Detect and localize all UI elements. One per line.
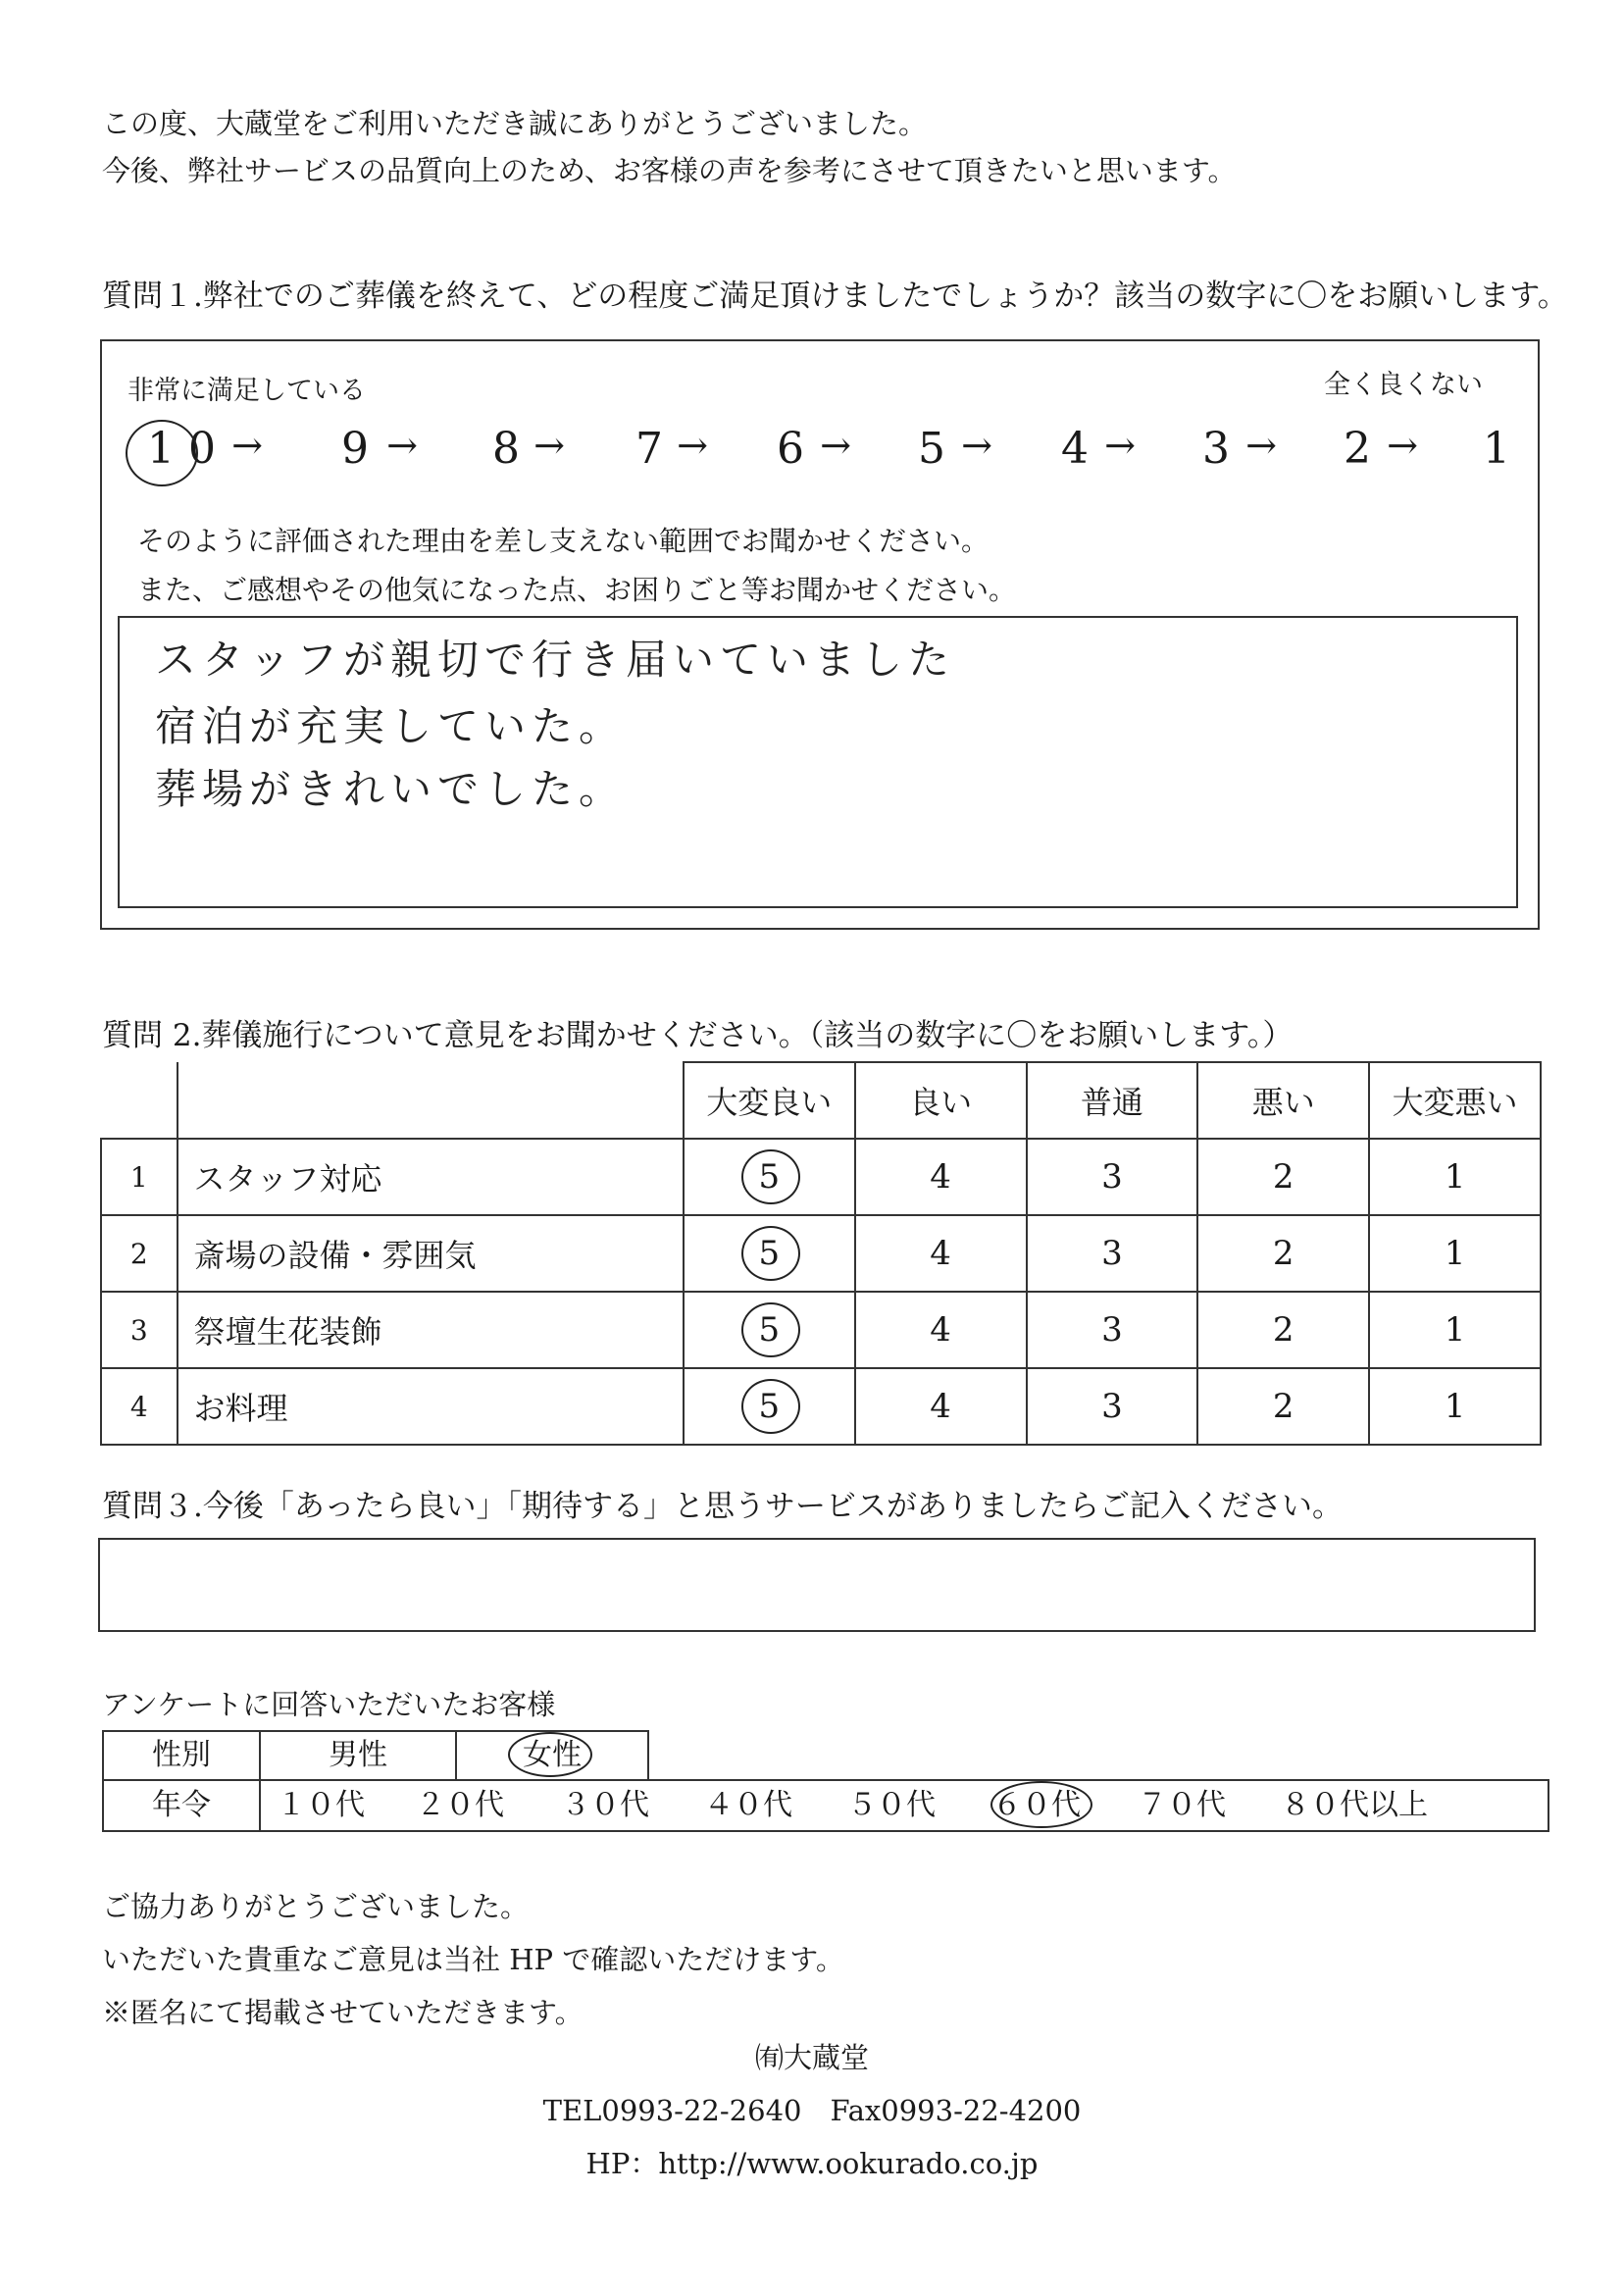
q1-left-label: 非常に満足している	[127, 376, 366, 406]
q2-selected-circle	[741, 1149, 800, 1204]
q1-answer-line-1: スタッフが親切で行き届いていました	[155, 636, 956, 684]
q2-rating-value: 3	[1101, 1310, 1123, 1350]
q2-row-number: 4	[101, 1368, 178, 1445]
q1-scale-value[interactable]: 3	[1202, 424, 1230, 474]
q2-rating-value: 5	[758, 1157, 781, 1197]
company-tel-fax: TEL0993-22-2640 Fax0993-22-4200	[542, 2094, 1082, 2127]
q2-rating-value: 1	[1444, 1234, 1466, 1273]
q2-rating-value: 3	[1101, 1157, 1123, 1197]
q1-prompt-2: また、ご感想やその他気になった点、お困りごと等お聞かせください。	[137, 574, 1017, 606]
q1-scale-value[interactable]: 4	[1061, 424, 1089, 474]
q2-row-number: 2	[101, 1215, 178, 1292]
q1-question: 質問１.弊社でのご葬儀を終えて、どの程度ご満足頂けましたでしょうか？該当の数字に〇をお願いします。	[102, 279, 1568, 314]
q2-rating-cell[interactable]	[1027, 1215, 1198, 1292]
q1-scale-arrow: →	[231, 424, 263, 467]
age-row	[102, 1779, 1549, 1832]
gender-selected-circle	[508, 1732, 592, 1777]
q2-row	[101, 1292, 1541, 1368]
q2-rating-cell[interactable]	[1027, 1368, 1198, 1445]
q2-rating-cell[interactable]	[1369, 1139, 1541, 1215]
q1-selected-circle	[126, 420, 198, 486]
q3-answer-box[interactable]	[98, 1538, 1536, 1632]
q2-row-label: お料理	[178, 1368, 684, 1445]
q1-answer-line-2: 宿泊が充実していた。	[155, 702, 627, 750]
q1-scale-arrow: →	[961, 424, 992, 467]
q1-answer-line-3: 葬場がきれいでした。	[155, 765, 627, 813]
q2-rating-cell[interactable]	[1197, 1292, 1369, 1368]
q2-rating-value: 2	[1272, 1157, 1294, 1197]
q2-rating-cell[interactable]	[684, 1368, 855, 1445]
q2-header: 普通	[1027, 1062, 1198, 1139]
intro-line-2: 今後、弊社サービスの品質向上のため、お客様の声を参考にさせて頂きたいと思います。	[102, 154, 1237, 187]
q2-header: 良い	[855, 1062, 1027, 1139]
gender-option-female[interactable]: 女性	[523, 1738, 582, 1772]
q2-rating-value: 2	[1272, 1387, 1294, 1426]
q2-rating-cell[interactable]	[1369, 1292, 1541, 1368]
q2-header: 大変良い	[684, 1062, 855, 1139]
q1-scale-arrow: →	[820, 424, 851, 467]
q2-rating-cell[interactable]	[855, 1215, 1027, 1292]
q1-scale-value[interactable]: 1 0	[147, 424, 216, 474]
age-option[interactable]: ７０代	[1138, 1788, 1226, 1822]
q1-scale-arrow: →	[1104, 424, 1136, 467]
q2-selected-circle	[741, 1226, 800, 1281]
q2-rating-value: 2	[1272, 1234, 1294, 1273]
q2-rating-cell[interactable]	[684, 1292, 855, 1368]
q2-rating-cell[interactable]	[855, 1368, 1027, 1445]
q2-selected-circle	[741, 1379, 800, 1434]
closing-line-2: いただいた貴重なご意見は当社 HP で確認いただけます。	[102, 1943, 844, 1976]
q2-rating-value: 1	[1444, 1157, 1466, 1197]
q2-row-number: 1	[101, 1139, 178, 1215]
q1-scale-value[interactable]: 5	[918, 424, 945, 474]
gender-option-male[interactable]: 男性	[261, 1732, 457, 1779]
q1-scale-value[interactable]: 7	[635, 424, 663, 474]
company-hp: HP：http://www.ookurado.co.jp	[585, 2147, 1039, 2180]
q1-scale-value[interactable]: 2	[1344, 424, 1371, 474]
q2-header: 悪い	[1197, 1062, 1369, 1139]
q2-rating-cell[interactable]	[1027, 1292, 1198, 1368]
q2-header: 大変悪い	[1369, 1062, 1541, 1139]
age-option[interactable]: ５０代	[847, 1788, 936, 1822]
q1-scale-value[interactable]: 6	[777, 424, 804, 474]
q2-rating-cell[interactable]	[1197, 1139, 1369, 1215]
q1-scale-arrow: →	[386, 424, 418, 467]
q2-row	[101, 1368, 1541, 1445]
age-option[interactable]: ８０代以上	[1281, 1788, 1428, 1822]
customer-title: アンケートに回答いただいたお客様	[102, 1688, 556, 1721]
q2-rating-value: 2	[1272, 1310, 1294, 1350]
age-option[interactable]: ３０代	[561, 1788, 649, 1822]
q2-rating-value: 1	[1444, 1387, 1466, 1426]
q2-rating-value: 4	[930, 1234, 951, 1273]
closing-line-1: ご協力ありがとうございました。	[102, 1890, 530, 1923]
q2-row-number: 3	[101, 1292, 178, 1368]
q2-row	[101, 1139, 1541, 1215]
q2-rating-value: 5	[758, 1310, 781, 1350]
q1-scale-value[interactable]: 8	[492, 424, 520, 474]
q1-scale-value[interactable]: 9	[341, 424, 369, 474]
q1-scale-value[interactable]: 1	[1483, 424, 1510, 474]
q2-rating-cell[interactable]	[1369, 1215, 1541, 1292]
closing-line-3: ※匿名にて掲載させていただきます。	[102, 1996, 584, 2029]
q2-row-label: 祭壇生花装飾	[178, 1292, 684, 1368]
q2-rating-value: 1	[1444, 1310, 1466, 1350]
q2-rating-cell[interactable]	[1369, 1368, 1541, 1445]
q2-rating-value: 4	[930, 1387, 951, 1426]
q2-rating-value: 4	[930, 1157, 951, 1197]
q1-scale-arrow: →	[1387, 424, 1418, 467]
q1-scale-arrow: →	[533, 424, 565, 467]
q2-rating-cell[interactable]	[855, 1139, 1027, 1215]
age-option[interactable]: １０代	[277, 1788, 365, 1822]
company-name: ㈲大蔵堂	[754, 2041, 869, 2074]
q2-rating-value: 5	[758, 1234, 781, 1273]
q2-row-label: 斎場の設備・雰囲気	[178, 1215, 684, 1292]
q2-rating-value: 4	[930, 1310, 951, 1350]
age-option[interactable]: ２０代	[416, 1788, 504, 1822]
q2-rating-cell[interactable]	[1197, 1215, 1369, 1292]
q3-question: 質問３.今後「あったら良い」「期待する」と思うサービスがありましたらご記入ください。	[102, 1489, 1344, 1524]
q2-rating-cell[interactable]	[684, 1215, 855, 1292]
age-label: 年令	[104, 1781, 261, 1830]
q2-row	[101, 1215, 1541, 1292]
q2-rating-cell[interactable]	[1027, 1139, 1198, 1215]
q2-table	[100, 1061, 1542, 1446]
age-option[interactable]: ６０代	[992, 1788, 1081, 1822]
q2-rating-cell[interactable]	[855, 1292, 1027, 1368]
q2-rating-cell[interactable]	[684, 1139, 855, 1215]
q2-header-row	[101, 1062, 1541, 1139]
intro-line-1: この度、大蔵堂をご利用いただき誠にありがとうございました。	[102, 107, 928, 140]
q1-scale-arrow: →	[1245, 424, 1277, 467]
q2-rating-value: 5	[758, 1387, 781, 1426]
q1-prompt-1: そのように評価された理由を差し支えない範囲でお聞かせください。	[137, 525, 990, 557]
q2-row-label: スタッフ対応	[178, 1139, 684, 1215]
q1-scale-arrow: →	[677, 424, 708, 467]
q2-rating-cell[interactable]	[1197, 1368, 1369, 1445]
q2-question: 質問 2.葬儀施行について意見をお聞かせください。（該当の数字に〇をお願いします。）	[102, 1018, 1294, 1053]
q2-rating-value: 3	[1101, 1234, 1123, 1273]
age-option[interactable]: ４０代	[704, 1788, 792, 1822]
gender-label: 性別	[104, 1732, 261, 1779]
q1-right-label: 全く良くない	[1324, 370, 1483, 400]
q2-rating-value: 3	[1101, 1387, 1123, 1426]
age-selected-circle	[990, 1781, 1092, 1828]
q2-selected-circle	[741, 1302, 800, 1357]
